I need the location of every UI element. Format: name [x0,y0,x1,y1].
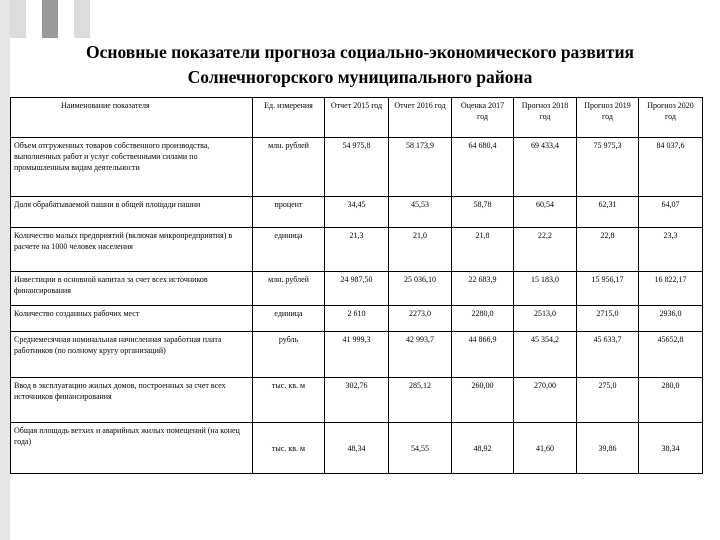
value-2019: 275,0 [577,378,639,423]
value-2015: 34,45 [325,197,389,228]
indicators-table [10,97,703,474]
header-unit: Ед. измерения [253,98,325,138]
title-line-1: Основные показатели прогноза социально-экономического развития [85,42,635,62]
header-2015: Отчет 2015 год [325,98,389,138]
value-2019: 75 975,3 [577,138,639,197]
value-2020: 38,34 [639,423,703,474]
indicator-name: Количество созданных рабочих мест [11,306,253,332]
value-2015: 24 987,50 [325,272,389,306]
value-2015: 21,3 [325,228,389,272]
table-row [11,423,703,474]
value-2015: 48,34 [325,423,389,474]
table-row [11,332,703,378]
value-2016: 45,53 [389,197,452,228]
value-2018: 69 433,4 [514,138,577,197]
value-2015: 2 610 [325,306,389,332]
value-2018: 60,54 [514,197,577,228]
value-2017: 58,78 [452,197,514,228]
indicator-name: Общая площадь ветхих и аварийных жилых помещений (на конец года) [11,423,253,474]
value-2020: 45652,8 [639,332,703,378]
indicator-unit: тыс. кв. м [253,378,325,423]
value-2017: 260,00 [452,378,514,423]
indicator-unit: единица [253,228,325,272]
indicator-unit: единица [253,306,325,332]
value-2016: 42 993,7 [389,332,452,378]
value-2016: 2273,0 [389,306,452,332]
value-2020: 84 037,6 [639,138,703,197]
indicator-name: Объем отгруженных товаров собственного производства, выполненных работ и услуг собственными силами по промышленным видам деятельности [11,138,253,197]
indicator-name: Количество малых предприятий (включая микропредприятия) в расчете на 1000 человек населения [11,228,253,272]
table-row [11,378,703,423]
header-2016: Отчет 2016 год [389,98,452,138]
indicator-name: Инвестиции в основной капитал за счет всех источников финансирования [11,272,253,306]
table-row [11,306,703,332]
indicator-unit: млн. рублей [253,272,325,306]
left-decor-band [0,0,10,540]
value-2017: 48,92 [452,423,514,474]
header-2020: Прогноз 2020 год [639,98,703,138]
header-row [11,98,703,138]
value-2017: 2280,0 [452,306,514,332]
table-row [11,272,703,306]
value-2018: 45 354,2 [514,332,577,378]
value-2017: 44 866,9 [452,332,514,378]
value-2020: 280,0 [639,378,703,423]
value-2019: 62,31 [577,197,639,228]
value-2017: 22 683,9 [452,272,514,306]
indicator-unit: млн. рублей [253,138,325,197]
value-2017: 64 680,4 [452,138,514,197]
value-2019: 15 956,17 [577,272,639,306]
value-2015: 41 999,3 [325,332,389,378]
value-2018: 2513,0 [514,306,577,332]
indicator-unit: процент [253,197,325,228]
value-2018: 41,60 [514,423,577,474]
value-2018: 270,00 [514,378,577,423]
value-2015: 54 975,8 [325,138,389,197]
value-2016: 21,0 [389,228,452,272]
value-2016: 25 036,10 [389,272,452,306]
indicator-unit: тыс. кв. м [253,423,325,474]
value-2016: 58 173,9 [389,138,452,197]
indicator-name: Среднемесячная номинальная начисленная заработная плата работников (по полному кругу организаций) [11,332,253,378]
table-row [11,197,703,228]
table-row [11,228,703,272]
table-row [11,138,703,197]
value-2020: 16 822,17 [639,272,703,306]
value-2016: 285,12 [389,378,452,423]
header-indicator-name: Наименование показателя [11,98,253,138]
header-2018: Прогноз 2018 год [514,98,577,138]
indicator-name: Ввод в эксплуатацию жилых домов, построенных за счет всех источников финансирования [11,378,253,423]
value-2018: 15 183,0 [514,272,577,306]
value-2016: 54,55 [389,423,452,474]
value-2020: 2936,0 [639,306,703,332]
value-2020: 23,3 [639,228,703,272]
value-2018: 22,2 [514,228,577,272]
value-2019: 45 633,7 [577,332,639,378]
indicator-name: Доля обрабатываемой пашни в общей площади пашни [11,197,253,228]
value-2019: 2715,0 [577,306,639,332]
corner-decoration [10,0,90,38]
header-2019: Прогноз 2019 год [577,98,639,138]
value-2019: 39,86 [577,423,639,474]
indicator-unit: рубль [253,332,325,378]
value-2017: 21,8 [452,228,514,272]
page-title [30,40,690,90]
header-2017: Оценка 2017 год [452,98,514,138]
value-2020: 64,07 [639,197,703,228]
value-2019: 22,8 [577,228,639,272]
title-line-2: Солнечногорского муниципального района [187,67,533,87]
value-2015: 302,76 [325,378,389,423]
